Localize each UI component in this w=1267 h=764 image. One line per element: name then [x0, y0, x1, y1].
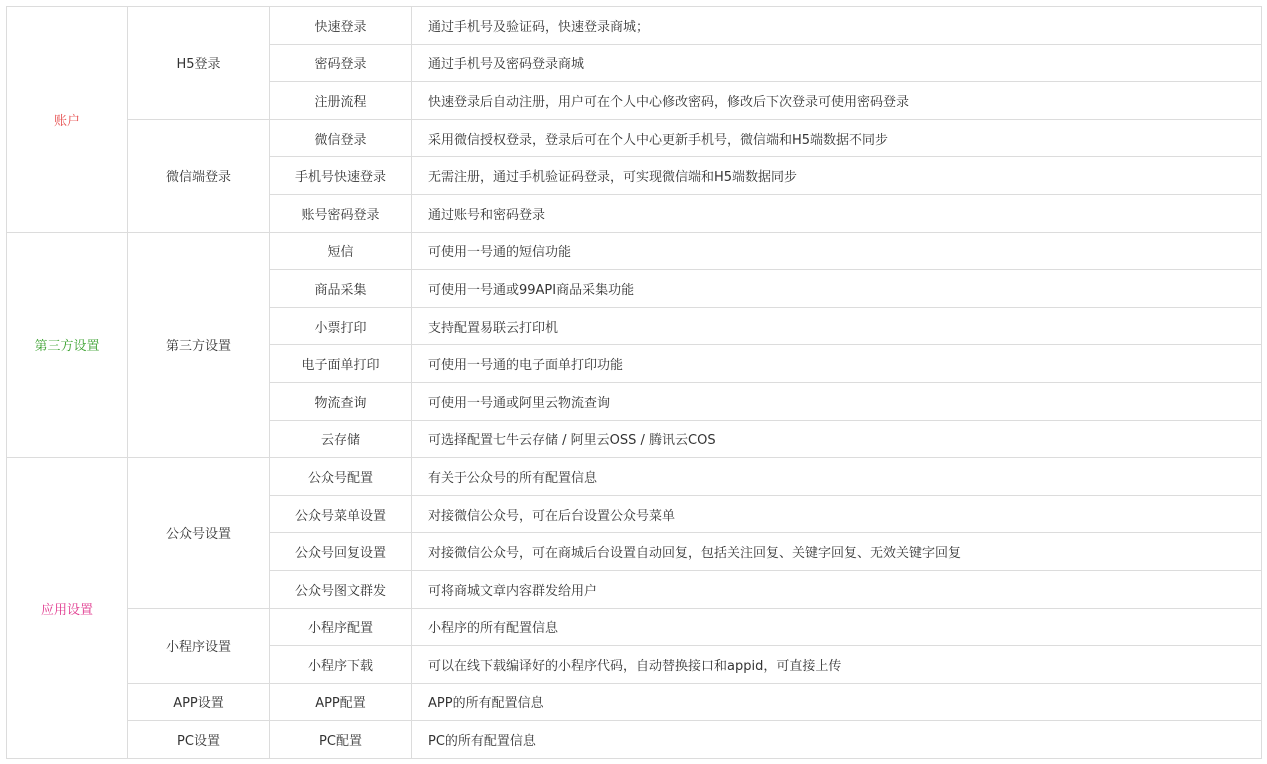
subcategory-official-account: 公众号设置 [128, 458, 270, 608]
description-cell: 可选择配置七牛云存储 / 阿里云OSS / 腾讯云COS [412, 420, 1262, 458]
description-cell: 可使用一号通的电子面单打印功能 [412, 345, 1262, 383]
table-row [7, 458, 1262, 496]
feature-cell: 商品采集 [270, 270, 412, 308]
description-cell: 可使用一号通或阿里云物流查询 [412, 382, 1262, 420]
description-cell: 可使用一号通或99API商品采集功能 [412, 270, 1262, 308]
description-cell: 可以在线下载编译好的小程序代码，自动替换接口和appid，可直接上传 [412, 646, 1262, 684]
table-row [7, 7, 1262, 45]
description-cell: 无需注册，通过手机验证码登录，可实现微信端和H5端数据同步 [412, 157, 1262, 195]
description-cell: 可使用一号通的短信功能 [412, 232, 1262, 270]
subcategory-pc: PC设置 [128, 721, 270, 759]
category-account [7, 7, 128, 233]
description-cell: PC的所有配置信息 [412, 721, 1262, 759]
description-cell: 通过账号和密码登录 [412, 194, 1262, 232]
description-cell: 对接微信公众号，可在商城后台设置自动回复，包括关注回复、关键字回复、无效关键字回复 [412, 533, 1262, 571]
description-cell: 有关于公众号的所有配置信息 [412, 458, 1262, 496]
description-cell: 小程序的所有配置信息 [412, 608, 1262, 646]
feature-cell: 电子面单打印 [270, 345, 412, 383]
feature-cell: 物流查询 [270, 382, 412, 420]
feature-cell: 账号密码登录 [270, 194, 412, 232]
category-label: 应用设置 [40, 602, 93, 618]
feature-cell: 小票打印 [270, 307, 412, 345]
description-cell: 采用微信授权登录，登录后可在个人中心更新手机号，微信端和H5端数据不同步 [412, 119, 1262, 157]
subcategory-wechat-login: 微信端登录 [128, 119, 270, 232]
feature-cell: 手机号快速登录 [270, 157, 412, 195]
feature-cell: 快速登录 [270, 7, 412, 45]
category-app-settings [7, 458, 128, 759]
feature-cell: 公众号回复设置 [270, 533, 412, 571]
feature-cell: 公众号菜单设置 [270, 495, 412, 533]
description-cell: 对接微信公众号，可在后台设置公众号菜单 [412, 495, 1262, 533]
feature-cell: 小程序下载 [270, 646, 412, 684]
feature-cell: 云存储 [270, 420, 412, 458]
description-cell: 支持配置易联云打印机 [412, 307, 1262, 345]
description-cell: APP的所有配置信息 [412, 683, 1262, 721]
description-cell: 通过手机号及验证码，快速登录商城； [412, 7, 1262, 45]
feature-cell: 密码登录 [270, 44, 412, 82]
subcategory-app: APP设置 [128, 683, 270, 721]
table-row [7, 232, 1262, 270]
table-row [7, 608, 1262, 646]
subcategory-miniprogram: 小程序设置 [128, 608, 270, 683]
category-label: 账户 [53, 113, 80, 129]
category-label: 第三方设置 [34, 339, 100, 355]
table-row [7, 721, 1262, 759]
description-cell: 通过手机号及密码登录商城 [412, 44, 1262, 82]
table-row [7, 119, 1262, 157]
feature-cell: 短信 [270, 232, 412, 270]
feature-cell: 微信登录 [270, 119, 412, 157]
feature-cell: 小程序配置 [270, 608, 412, 646]
subcategory-third-party: 第三方设置 [128, 232, 270, 458]
subcategory-h5-login: H5登录 [128, 7, 270, 120]
category-third-party [7, 232, 128, 458]
feature-cell: APP配置 [270, 683, 412, 721]
table-row [7, 683, 1262, 721]
feature-cell: PC配置 [270, 721, 412, 759]
feature-cell: 公众号配置 [270, 458, 412, 496]
description-cell: 可将商城文章内容群发给用户 [412, 570, 1262, 608]
feature-table [6, 6, 1262, 759]
feature-cell: 公众号图文群发 [270, 570, 412, 608]
feature-cell: 注册流程 [270, 82, 412, 120]
description-cell: 快速登录后自动注册，用户可在个人中心修改密码，修改后下次登录可使用密码登录 [412, 82, 1262, 120]
